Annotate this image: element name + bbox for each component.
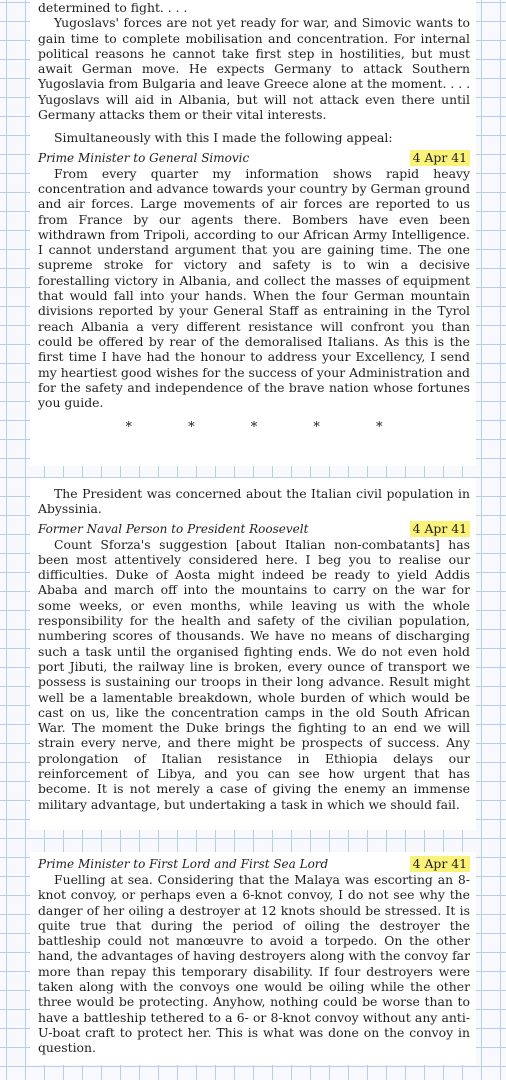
section-divider: * * * * * [125,420,409,436]
letter-date: 4 Apr 41 [410,150,470,166]
paragraph: The President was concerned about the Italian civil population in Abyssinia. [38,486,470,517]
document-section-first-lord [30,852,476,1065]
letter-heading [38,856,470,872]
letter-body: From every quarter my information shows rapid heavy concentration and advance towards your country by German ground and air forces. Large movements of air forces are reported to us from France by our agents there. Bombers have even been withdrawn from Tripoli, according to our African Army Intelligence. I cannot understand argument that you are gaining time. The one supreme stroke for victory and safety is to win a decisive forestalling victory in Albania, and collect the masses of equipment that would fall into your hands. When the four German mountain divisions reported by your General Staff as entraining in the Tyrol reach Albania a very different resistance will confront you than could be offered by rear of the demoralised Italians. As this is the first time I have had the honour to address your Excellency, I send my heartiest good wishes for the success of your Administration and for the safety and independence of the brave nation whose fortunes you guide. [38,165,470,411]
letter-body: Count Sforza's suggestion [about Italian non-combatants] has been most attentively considered here. I beg you to realise our difficulties. Duke of Aosta might indeed be ready to yield Addis Ababa and march off into the mountains to carry on the war for some weeks, or even months, while leaving us with the whole responsibility for the health and safety of the civilian population, numbering scores of thousands. We have no means of discharging such a task until the organised fighting ends. We do not even hold port Jibuti, the railway line is broken, every ounce of transport we possess is sustaining our troops in their long advance. Result might well be a lamentable breakdown, whole burden of which would be cast on us, like the concentration camps in the old South African War. The moment the Duke brings the fighting to an end we will strain every nerve, and there might be prospects of success. Any prolongation of Italian resistance in Ethiopia delays our reinforcement of Libya, and you can see how urgent that has become. It is not merely a case of giving the enemy an immense military advantage, but undertaking a task in which we should fail. [38,536,470,812]
letter-heading [38,150,470,166]
paragraph: Simultaneously with this I made the following appeal: [54,130,393,146]
letter-heading-title: Prime Minister to First Lord and First Sea Lord [38,857,329,871]
letter-heading-title: Prime Minister to General Simovic [38,150,250,165]
document-section-simovic [30,0,476,466]
document-section-roosevelt [30,478,476,830]
letter-body: Fuelling at sea. Considering that the Malaya was escorting an 8-knot convoy, or perhaps even a 6-knot convoy, I do not see why the danger of her oiling a destroyer at 12 knots should be stressed. It is quite true that during the period of oiling the destroyer the battleship could not manœuvre to avoid a torpedo. On the other hand, the advantages of having destroyers along with the convoy far more than repay this temporary disability. If four destroyers were taken along with the convoys one would be oiling while the other three would be protecting. Anyhow, nothing could be worse than to have a battleship tethered to a 6- or 8-knot convoy without any anti-U-boat craft to protect her. This is what was done on the convoy in question. [38,872,470,1056]
letter-heading [38,521,470,537]
letter-date: 4 Apr 41 [410,521,470,537]
paragraph: Yugoslavs' forces are not yet ready for war, and Simovic wants to gain time to complete mobilisation and concentration. For internal political reasons he cannot take first step in hostilities, but must await German move. He expects Germany to attack Southern Yugoslavia from Bulgaria and leave Greece alone at the moment. . . . Yugoslavs will aid in Albania, but will not attack even there until Germany attacks them or their vital interests. [38,15,471,123]
intro-line: determined to fight. . . . [38,0,188,15]
letter-heading-title: Former Naval Person to President Roosevelt [38,521,309,536]
letter-date: 4 Apr 41 [410,856,470,872]
